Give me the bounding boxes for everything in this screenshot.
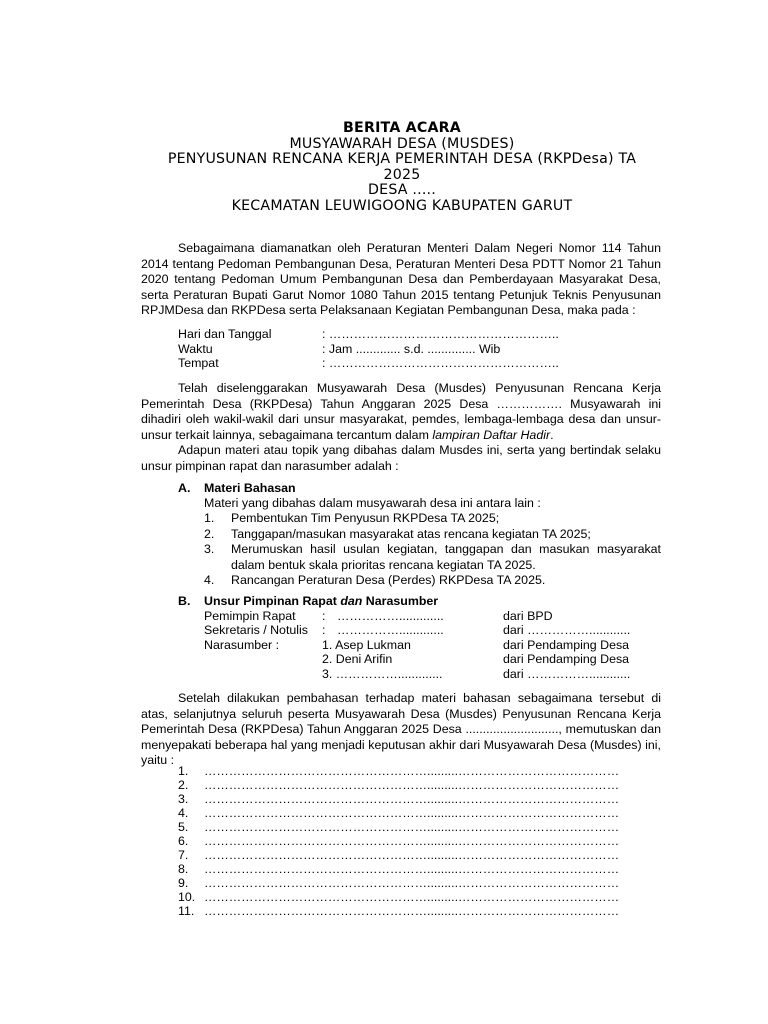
role-label: Narasumber :: [204, 637, 280, 652]
decision-item: [141, 806, 661, 820]
opening-text: Telah diselenggarakan Musyawarah Desa (Musdes) Penyusunan Rencana Kerja Pemerintah Desa (RKPDesa) Tahun Anggaran 2025 Desa ……………. Musyawarah ini dihadiri oleh wakil-wakil dari unsur masyarakat, pemdes, lembaga-lembaga desa dan unsur-unsur terkait lainnya, sebagaimana tercantum dalam: [141, 381, 661, 442]
title-line-4: 2025: [383, 166, 421, 183]
list-number: 1.: [204, 511, 215, 526]
decision-blank: ……………………………………………….........…………………………………: [204, 890, 620, 904]
role-label: Sekretaris / Notulis: [204, 623, 308, 638]
decision-blank: ……………………………………………….........…………………………………: [204, 778, 620, 792]
decision-blank: ……………………………………………….........…………………………………: [204, 820, 620, 834]
section-a-title: Materi Bahasan: [204, 481, 296, 495]
decision-item: [141, 904, 661, 918]
decision-paragraph: Setelah dilakukan pembahasan terhadap materi bahasan sebagaimana tersebut di atas, selanjutnya seluruh peserta Musyawarah Desa (Musdes) Penyusunan Rencana Kerja Pemerintah Desa (RKPDesa) Tahun Anggaran 2025 Desa ..........................., memutuskan dan menyepakati beberapa hal yang menjadi keputusan akhir dari Musyawarah Desa (Musdes) ini, yaitu :: [141, 691, 661, 767]
list-number: 3.: [204, 542, 215, 557]
decision-number: 6.: [178, 834, 189, 848]
schedule-label: Tempat: [178, 356, 219, 371]
leadership-row: [141, 609, 661, 624]
decision-item: [141, 820, 661, 834]
decision-number: 11.: [178, 904, 195, 918]
decision-number: 3.: [178, 792, 189, 806]
schedule-value: : Jam ............. s.d. .............. Wib: [322, 341, 501, 356]
decision-number: 8.: [178, 862, 189, 876]
person-origin: dari Pendamping Desa: [503, 652, 630, 667]
list-number: 4.: [204, 573, 215, 588]
decision-blank: ……………………………………………….........…………………………………: [204, 848, 620, 862]
decision-item: [141, 848, 661, 862]
title-line-3: PENYUSUNAN RENCANA KERJA PEMERINTAH DESA (RKPDesa) TA: [167, 151, 637, 168]
person-name: 3. …………….............: [322, 666, 443, 681]
list-number: 2.: [204, 526, 215, 541]
schedule-row: [141, 327, 661, 342]
section-a-letter: A.: [178, 481, 191, 495]
topic-paragraph: Adapun materi atau topik yang dibahas dalam Musdes ini, serta yang bertindak selaku unsur pimpinan rapat dan narasumber adalah :: [141, 443, 661, 473]
decision-item: [141, 862, 661, 876]
section-a: [141, 481, 661, 589]
decision-blank: ……………………………………………….........…………………………………: [204, 862, 620, 876]
section-a-heading: [141, 481, 661, 496]
list-text: Merumuskan hasil usulan kegiatan, tanggapan dan masukan masyarakat dalam bentuk skala prioritas rencana kegiatan TA 2025.: [231, 542, 661, 572]
schedule-row: [141, 356, 661, 371]
intro-paragraph: Sebagaimana diamanatkan oleh Peraturan Menteri Dalam Negeri Nomor 114 Tahun 2014 tentang Pedoman Pembangunan Desa, Peraturan Menteri Desa PDTT Nomor 21 Tahun 2020 tentang Pedoman Umum Pembangunan Desa dan Pemberdayaan Masyarakat Desa, serta Peraturan Bupati Garut Nomor 1080 Tahun 2015 tentang Petunjuk Teknis Penyusunan RPJMDesa dan RKPDesa serta Pelaksanaan Kegiatan Pembangunan Desa, maka pada :: [141, 241, 661, 317]
document-title: [140, 121, 664, 215]
role-label: Pemimpin Rapat: [204, 608, 296, 623]
section-b-heading: [141, 594, 661, 609]
decision-blank: ……………………………………………….........…………………………………: [204, 792, 620, 806]
list-text: Pembentukan Tim Penyusun RKPDesa TA 2025;: [231, 511, 500, 526]
decision-number: 9.: [178, 876, 189, 890]
decision-number: 7.: [178, 848, 189, 862]
decision-blank: ……………………………………………….........…………………………………: [204, 764, 620, 778]
schedule-value: : ………………………………………………..: [322, 356, 559, 371]
decision-blank: ……………………………………………….........…………………………………: [204, 806, 620, 820]
schedule-block: [141, 327, 661, 371]
person-origin: dari BPD: [503, 608, 553, 623]
person-origin: dari ……………............: [503, 666, 631, 681]
person-origin: dari ……………............: [503, 623, 631, 638]
leadership-row: [141, 623, 661, 638]
decision-item: [141, 890, 661, 904]
decision-number: 1.: [178, 764, 189, 778]
leadership-row: [141, 667, 661, 682]
person-name: …………….............: [337, 623, 444, 638]
decision-number: 4.: [178, 806, 189, 820]
decision-blank: ……………………………………………….........…………………………………: [204, 834, 620, 848]
schedule-value: : ………………………………………………..: [322, 327, 559, 341]
opening-text-end: .: [550, 427, 554, 442]
title-line-6: KECAMATAN LEUWIGOONG KABUPATEN GARUT: [231, 197, 573, 214]
role-separator: :: [322, 623, 326, 638]
section-a-intro: Materi yang dibahas dalam musyawarah desa ini antara lain :: [204, 495, 541, 510]
opening-paragraph: [141, 381, 661, 443]
schedule-label: Hari dan Tanggal: [178, 327, 272, 341]
decision-number: 2.: [178, 778, 189, 792]
list-item: [204, 527, 661, 543]
decision-item: [141, 876, 661, 890]
schedule-label: Waktu: [178, 341, 213, 356]
section-b-letter: B.: [178, 594, 191, 608]
decision-item: [141, 778, 661, 792]
title-line-5: DESA .....: [368, 182, 436, 199]
decision-blank: ……………………………………………….........…………………………………: [204, 876, 620, 890]
leadership-row: [141, 638, 661, 653]
leadership-row: [141, 652, 661, 667]
list-item: [204, 573, 661, 589]
person-name: 2. Deni Arifin: [322, 652, 393, 667]
list-text: Tanggapan/masukan masyarakat atas rencana kegiatan TA 2025;: [231, 526, 591, 541]
title-line-1: BERITA ACARA: [343, 120, 461, 136]
section-b: [141, 594, 661, 682]
material-list: [204, 511, 661, 589]
attendance-reference: lampiran Daftar Hadir: [432, 427, 551, 442]
section-b-title: Unsur Pimpinan Rapat dan Narasumber: [204, 594, 439, 608]
decision-item: [141, 834, 661, 848]
person-name: 1. Asep Lukman: [322, 637, 411, 652]
role-separator: :: [322, 608, 326, 623]
list-text: Rancangan Peraturan Desa (Perdes) RKPDesa TA 2025.: [231, 573, 546, 588]
decision-number: 10.: [178, 890, 196, 904]
person-origin: dari Pendamping Desa: [503, 637, 630, 652]
schedule-row: [141, 342, 661, 357]
list-item: [204, 511, 661, 527]
title-line-2: MUSYAWARAH DESA (MUSDES): [289, 135, 515, 152]
list-item: [204, 542, 661, 573]
decision-blank: ……………………………………………….........…………………………………: [204, 904, 620, 918]
person-name: …………….............: [337, 608, 444, 623]
decision-item: [141, 792, 661, 806]
decision-item: [141, 764, 661, 778]
decision-number: 5.: [178, 820, 189, 834]
